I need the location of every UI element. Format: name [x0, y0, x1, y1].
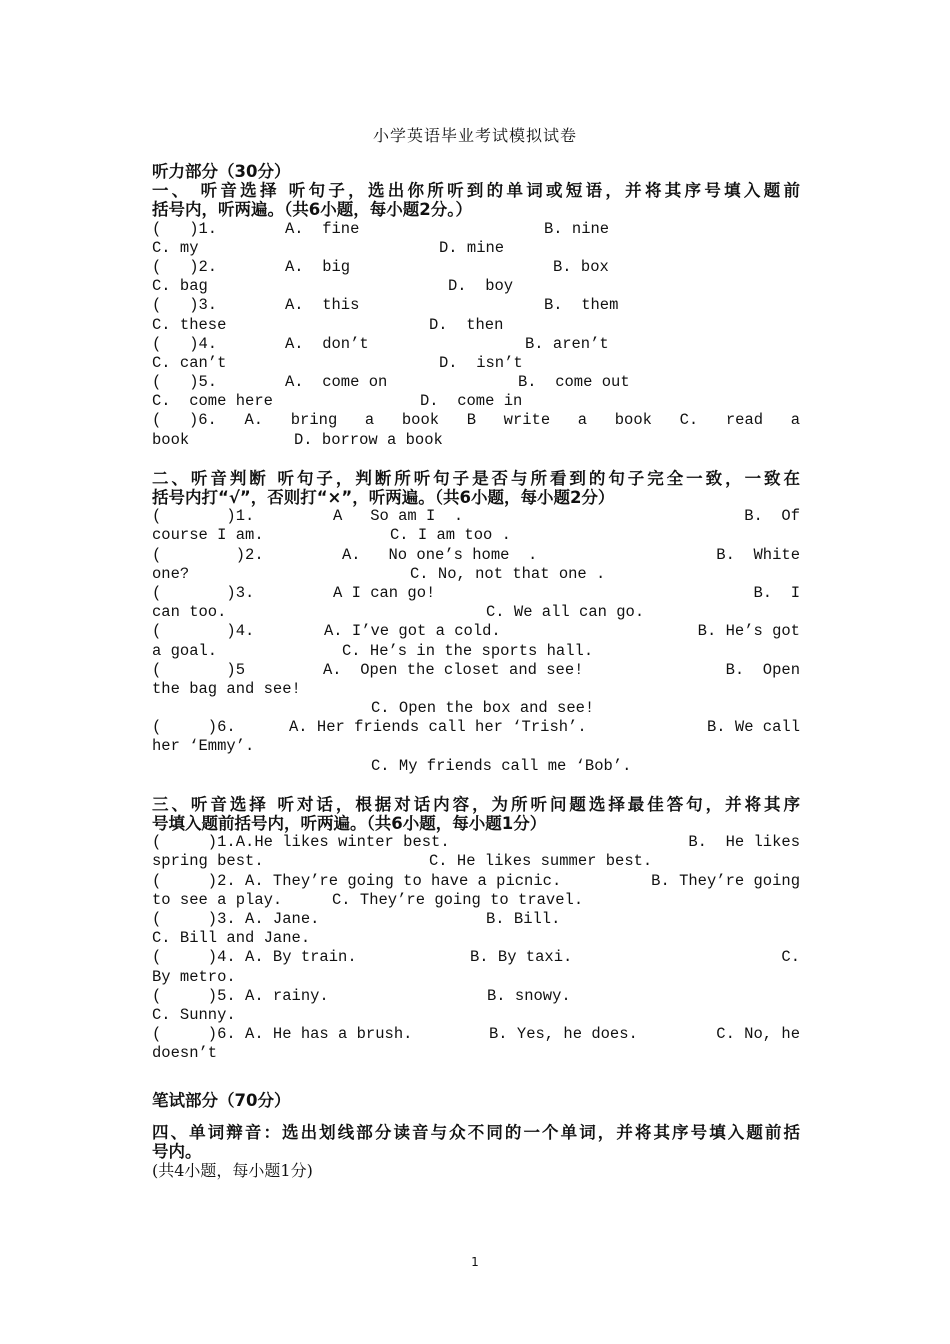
s2-q2-line1 — [152, 546, 800, 565]
s1-q6-line2 — [152, 431, 800, 450]
s1-q5-b: B. come out — [518, 373, 630, 392]
s1-q1-line2 — [152, 239, 800, 258]
s2-q6-line3 — [152, 757, 800, 776]
s3-q1-a: ( )1.A.He likes winter best. — [152, 833, 450, 852]
s2-q5-a: A. Open the closet and see! — [323, 660, 584, 679]
s2-q6-c: C. My friends call me ‘Bob’. — [371, 756, 632, 775]
s2-q4-a: A. I’ve got a cold. — [324, 622, 501, 641]
s1-q5-line1 — [152, 373, 800, 392]
s1-q6-book: book — [152, 430, 190, 449]
s1-q2-a: A. big — [285, 257, 351, 276]
s1-q4-line2 — [152, 354, 800, 373]
spacer — [152, 776, 800, 795]
s1-q5-a: A. come on — [285, 373, 388, 392]
s2-q3-line2 — [152, 603, 800, 622]
s2-q1-c: C. I am too . — [390, 526, 511, 545]
s3-q2-line2 — [152, 891, 800, 910]
s2-q4-line2 — [152, 642, 800, 661]
s1-q2-line1 — [152, 258, 800, 277]
s2-q4-b: B. He’s got — [697, 622, 800, 641]
s2-q5-line1 — [152, 661, 800, 680]
s1-q2-d: D. boy — [448, 277, 514, 296]
s2-q2-c: C. No, not that one . — [410, 564, 606, 583]
s3-q6-b: B. Yes, he does. — [489, 1025, 638, 1044]
s1-q4-c: C. can’t — [152, 353, 227, 372]
s2-q6-line1 — [152, 718, 800, 737]
s2-q5-line3 — [152, 699, 800, 718]
s2-q6-a: A. Her friends call her ‘Trish’. — [289, 718, 587, 737]
s3-q6-line1 — [152, 1025, 800, 1044]
s2-q4-num: ( )4. — [152, 622, 255, 641]
s3-q5-a: ( )5. A. rainy. — [152, 986, 329, 1005]
s3-q4-line2 — [152, 968, 800, 987]
s2-q6-line2 — [152, 737, 800, 756]
s2-q3-b: B. I — [753, 583, 800, 602]
s1-q3-b: B. them — [544, 296, 619, 315]
section3-instruction-1: 三、听音选择 听对话，根据对话内容，为所听问题选择最佳答句，并将其序 — [152, 794, 800, 814]
s3-q5-line2 — [152, 1006, 800, 1025]
spacer — [152, 450, 800, 469]
section4-instruction-3: (共4小题，每小题1分) — [152, 1161, 313, 1180]
s2-q5-num: ( )5 — [152, 660, 246, 679]
s3-q3-a: ( )3. A. Jane. — [152, 909, 320, 928]
s3-q2-c: C. They’re going to travel. — [332, 890, 584, 909]
s2-q1-b-cont: course I am. — [152, 526, 264, 545]
spacer — [152, 1111, 800, 1123]
s2-q3-num: ( )3. — [152, 583, 255, 602]
s3-q3-line2 — [152, 929, 800, 948]
s3-q6-line2 — [152, 1044, 800, 1063]
s2-q4-b-cont: a goal. — [152, 641, 218, 660]
s3-q5-line1 — [152, 987, 800, 1006]
section4-instruction-1: 四、单词辩音：选出划线部分读音与众不同的一个单词，并将其序号填入题前括 — [152, 1122, 800, 1142]
section1-instruction-1: 一、 听音选择 听句子，选出你所听到的单词或短语，并将其序号填入题前 — [152, 181, 800, 201]
s1-q6-line1: ( )6. A. bring a book B write a book C. read a — [152, 411, 800, 430]
s3-q1-line1 — [152, 833, 800, 852]
s1-q5-d: D. come in — [420, 392, 523, 411]
section1-instruction-2: 括号内，听两遍。（共6小题，每小题2分。） — [152, 200, 472, 220]
s2-q6-b: B. We call — [706, 718, 800, 737]
section2-instruction-2: 括号内打“√”，否则打“×”，听两遍。（共6小题，每小题2分） — [152, 488, 615, 507]
s1-q3-d: D. then — [429, 315, 504, 334]
s2-q3-c: C. We all can go. — [486, 603, 645, 622]
section2-instruction-1: 二、听音判断 听句子，判断所听句子是否与所看到的句子完全一致，一致在 — [152, 468, 800, 488]
s2-q1-num: ( )1. — [152, 507, 255, 526]
s2-q4-c: C. He’s in the sports hall. — [342, 641, 594, 660]
s2-q4-line1 — [152, 622, 800, 641]
s2-q3-line1 — [152, 584, 800, 603]
s1-q1-a: A. fine — [285, 219, 360, 238]
s1-q3-a: A. this — [285, 296, 360, 315]
s1-q4-num: ( )4. — [152, 334, 218, 353]
s2-q6-num: ( )6. — [152, 718, 236, 737]
s1-q1-num: ( )1. — [152, 219, 218, 238]
s3-q1-b-cont: spring best. — [152, 852, 264, 871]
s3-q6-c: C. No, he — [716, 1025, 800, 1044]
s3-q3-line1 — [152, 910, 800, 929]
s1-q4-line1 — [152, 335, 800, 354]
s2-q2-b-cont: one? — [152, 564, 190, 583]
writing-header: 笔试部分（70分） — [152, 1091, 291, 1111]
s3-q2-b: B. They’re going — [651, 871, 800, 890]
s3-q5-b: B. snowy. — [487, 986, 571, 1005]
s1-q1-b: B. nine — [544, 219, 610, 238]
s2-q2-line2 — [152, 565, 800, 584]
s3-q4-c: C. — [781, 948, 800, 967]
s2-q2-num: ( )2. — [152, 545, 264, 564]
s1-q1-d: D. mine — [439, 238, 505, 257]
s3-q4-a: ( )4. A. By train. — [152, 948, 357, 967]
s1-q3-line2 — [152, 316, 800, 335]
s1-q3-line1 — [152, 296, 800, 315]
s1-q2-line2 — [152, 277, 800, 296]
section4-instruction-2: 号内。 — [152, 1141, 202, 1161]
s2-q1-a: A So am I . — [333, 507, 464, 526]
exam-content — [152, 162, 800, 1180]
s3-q3-b: B. Bill. — [486, 909, 561, 928]
s1-q2-b: B. box — [553, 257, 609, 276]
s1-q5-c: C. come here — [152, 392, 273, 411]
s3-q4-b: B. By taxi. — [470, 948, 573, 967]
s1-q4-b: B. aren’t — [525, 334, 609, 353]
listening-header: 听力部分（30分） — [152, 162, 291, 181]
s2-q5-b-cont: the bag and see! — [152, 679, 301, 698]
s3-q3-c: C. Bill and Jane. — [152, 929, 311, 948]
spacer — [152, 1063, 800, 1082]
s2-q5-b: B. Open — [725, 660, 800, 679]
s3-q2-line1 — [152, 872, 800, 891]
s1-q3-num: ( )3. — [152, 296, 218, 315]
section3-instruction-2: 号填入题前括号内，听两遍。（共6小题，每小题1分） — [152, 814, 547, 833]
s1-q1-c: C. my — [152, 238, 199, 257]
s2-q1-b: B. Of — [744, 507, 800, 526]
s1-q2-c: C. bag — [152, 277, 208, 296]
s2-q2-a: A. No one’s home . — [342, 545, 538, 564]
s1-q5-line2 — [152, 392, 800, 411]
s1-q4-d: D. isn’t — [439, 353, 523, 372]
s1-q1-line1 — [152, 220, 800, 239]
s2-q6-b-cont: her ‘Emmy’. — [152, 737, 255, 756]
page-title: 小学英语毕业考试模拟试卷 — [372, 126, 577, 145]
s2-q5-line2 — [152, 680, 800, 699]
s3-q6-c-cont: doesn’t — [152, 1044, 218, 1063]
s2-q3-a: A I can go! — [333, 583, 436, 602]
s3-q6-a: ( )6. A. He has a brush. — [152, 1025, 413, 1044]
s3-q2-a: ( )2. A. They’re going to have a picnic. — [152, 871, 562, 890]
s3-q4-c-cont: By metro. — [152, 967, 236, 986]
s1-q5-num: ( )5. — [152, 373, 218, 392]
s2-q1-line1 — [152, 507, 800, 526]
s2-q3-b-cont: can too. — [152, 603, 227, 622]
s2-q2-b: B. White — [716, 545, 800, 564]
s1-q6-d: D. borrow a book — [294, 430, 443, 449]
s1-q2-num: ( )2. — [152, 257, 218, 276]
page-number: 1 — [471, 1255, 479, 1269]
s3-q2-b-cont: to see a play. — [152, 890, 283, 909]
s3-q1-b: B. He likes — [688, 833, 800, 852]
s3-q4-line1 — [152, 948, 800, 967]
s2-q5-c: C. Open the box and see! — [371, 699, 595, 718]
s1-q4-a: A. don’t — [285, 334, 369, 353]
s3-q1-line2 — [152, 852, 800, 871]
s2-q1-line2 — [152, 526, 800, 545]
s3-q1-c: C. He likes summer best. — [429, 852, 653, 871]
s1-q3-c: C. these — [152, 315, 227, 334]
s3-q5-c: C. Sunny. — [152, 1005, 236, 1024]
